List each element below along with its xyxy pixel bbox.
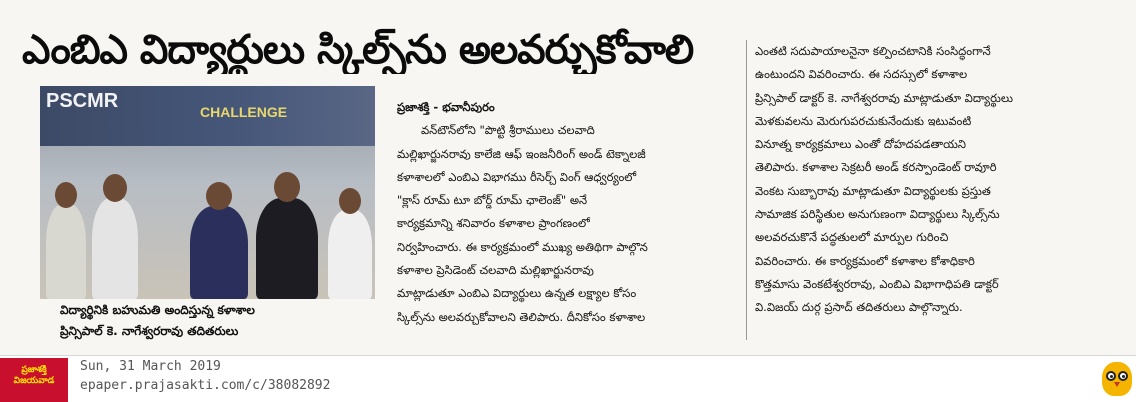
article-line: మల్లిఖార్జునరావు కాలేజి ఆఫ్‌ ఇంజనీరింగ్‌ అండ్‌ టెక్నాలజీ <box>397 146 646 161</box>
person-figure <box>46 204 86 299</box>
photo-banner-sub: CHALLENGE <box>200 104 288 120</box>
article-line: వి.విజయ్‌ దుర్గ ప్రసాద్‌ తదితరులు పాల్గొన్నారు. <box>755 300 963 315</box>
article-line: కళాశాలలో ఎంబిఎ విభాగము రీసెర్చ్‌ వింగ్‌ ఆధ్వర్యంలో <box>397 169 637 184</box>
headline: ఎంబిఎ విద్యార్థులు స్కిల్స్‌ను అలవర్చుకోవాలి <box>22 27 694 73</box>
article-line: "క్లాస్‌ రూమ్‌ టూ బోర్డ్‌ రూమ్‌ ఛాలెంజ్‌" అనే <box>397 193 588 208</box>
article-line: తెలిపారు. కళాశాల సెక్రటరీ అండ్‌ కరస్పాండెంట్‌ రావూరి <box>755 160 997 175</box>
caption-line: ప్రిన్సిపాల్‌ కె. నాగేశ్వరరావు తదితరులు <box>60 324 239 338</box>
article-line: అలవరచుకొనే పద్ధతులలో మార్పుల గురించి <box>755 230 949 245</box>
dateline: ప్రజాశక్తి - భవానీపురం <box>397 100 495 114</box>
person-figure <box>92 198 138 299</box>
person-figure <box>328 210 372 299</box>
photo-banner-text: PSCMR <box>46 90 119 112</box>
prajasakti-logo[interactable]: ప్రజాశక్తి విజయవాడ <box>0 358 68 402</box>
owl-beak <box>1114 382 1120 387</box>
person-head <box>103 174 127 202</box>
person-figure <box>190 206 248 299</box>
article-photo <box>40 86 375 299</box>
column-divider <box>746 40 747 340</box>
article-line: కార్యక్రమాన్ని శనివారం కళాశాల ప్రాంగణంలో <box>397 216 590 231</box>
article-line: సామాజిక పరిస్థితుల అనుగుణంగా విద్యార్థులు స్కిల్స్‌ను <box>755 207 1000 222</box>
article-column-middle <box>397 96 733 329</box>
owl-eye <box>1118 371 1128 381</box>
article-line: కొత్తమాసు వెంకటేశ్వరరావు, ఎంబిఎ విభాగాధిపతి డాక్టర్‌ <box>755 276 999 291</box>
article-line: వెంకట సుబ్బారావు మాట్లాడుతూ విద్యార్థులకు ప్రస్తుత <box>755 183 991 198</box>
article-line: వన్‌టౌన్‌లోని "పొట్టి శ్రీరాములు చలవాది <box>421 123 595 138</box>
article-line: ఎంతటి సదుపాయాలనైనా కల్పించటానికి సంసిద్ధంగానే <box>755 44 991 58</box>
person-head <box>339 188 361 214</box>
owl-eye <box>1106 371 1116 381</box>
article-line: మాట్లాడుతూ ఎంబిఎ విద్యార్థులు ఉన్నత లక్ష్యాల కోసం <box>397 286 637 301</box>
person-head <box>274 172 300 202</box>
edition-date: Sun, 31 March 2019 <box>80 359 221 374</box>
person-head <box>55 182 77 208</box>
photo-banner <box>40 86 375 146</box>
epaper-url-link[interactable]: epaper.prajasakti.com/c/38082892 <box>80 378 331 393</box>
person-head <box>206 182 232 210</box>
article-line: మెళకువలను మెరుగుపరచుకునేందుకు ఇటువంటి <box>755 113 972 128</box>
owl-mascot-icon <box>1102 362 1132 396</box>
article-line: వినూత్న కార్యక్రమాలు ఎంతో దోహదపడతాయని <box>755 137 966 152</box>
person-figure <box>256 198 318 299</box>
article-column-right <box>755 40 1105 320</box>
article-line: వివరించారు. ఈ కార్యక్రమంలో కళాశాల కోశాధికారి <box>755 253 975 268</box>
article-line: కళాశాల ప్రెసిడెంట్‌ చలవాది మల్లిఖార్జునరావు <box>397 263 594 278</box>
photo-caption <box>60 300 380 342</box>
article-line: స్కిల్స్‌ను అలవర్చుకోవాలని తెలిపారు. దీనికోసం కళాశాల <box>397 309 646 324</box>
caption-line: విద్యార్థినికి బహుమతి అందిస్తున్న కళాశాల <box>60 303 255 317</box>
article-line: ప్రిన్సిపాల్‌ డాక్టర్‌ కె. నాగేశ్వరరావు మాట్లాడుతూ విద్యార్థులు <box>755 90 1014 105</box>
article-line: ఉంటుందని వివరించారు. ఈ సదస్సులో కళాశాల <box>755 67 968 82</box>
article-line: నిర్వహించారు. ఈ కార్యక్రమంలో ముఖ్య అతిథిగా పాల్గొన <box>397 239 648 254</box>
